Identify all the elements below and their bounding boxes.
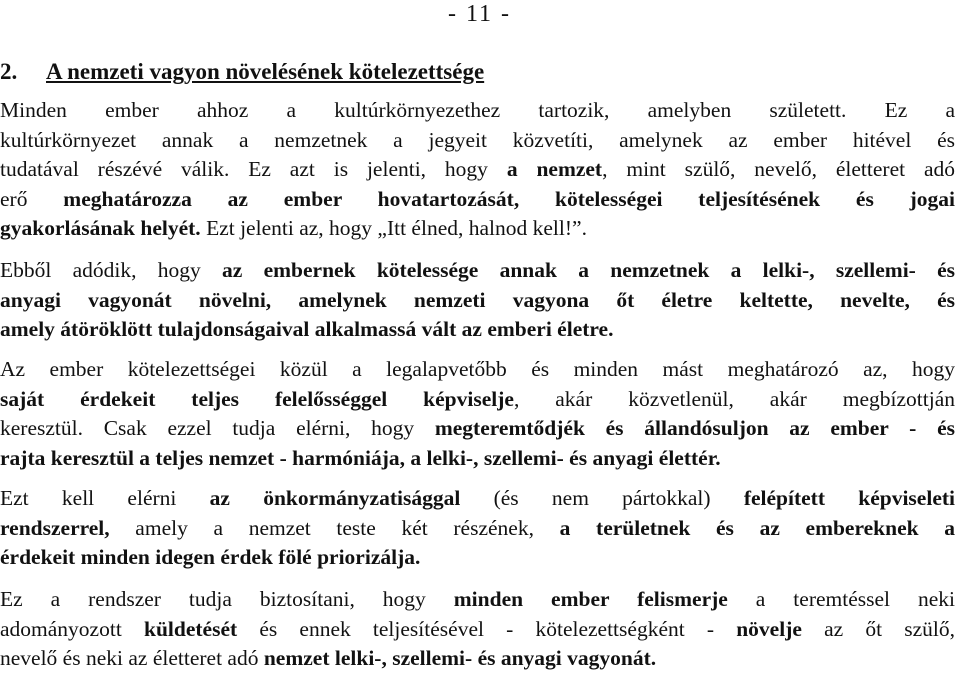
text-run: erő xyxy=(0,186,64,211)
text-run: keresztül. Csak ezzel tudja elérni, hogy xyxy=(0,416,435,440)
text-line xyxy=(0,214,955,244)
section-title: A nemzeti vagyon növelésének kötelezettsége xyxy=(46,59,485,84)
text-line xyxy=(0,126,955,156)
text-run: nevelő és neki az életteret adó xyxy=(0,646,264,670)
bold-run: rajta keresztül a teljes nemzet - harmóniája, a lelki-, szellemi- és anyagi élettér. xyxy=(0,445,721,470)
text-line xyxy=(0,96,955,126)
text-run: tudatával részévé válik. Ez azt is jelenti, hogy xyxy=(0,157,507,181)
bold-run: nemzet lelki-, szellemi- és anyagi vagyonát. xyxy=(263,646,657,670)
text-line xyxy=(0,615,955,645)
text-line xyxy=(0,644,955,674)
text-run: Ezt jelenti az, hogy „Itt élned, halnod kell!”. xyxy=(200,216,587,240)
text-line xyxy=(0,514,955,544)
paragraph-4 xyxy=(0,484,955,573)
bold-run: minden ember felismerje xyxy=(453,587,728,611)
paragraph-3 xyxy=(0,355,955,473)
text-run: Ez a rendszer tudja biztosítani, hogy xyxy=(0,587,454,611)
text-line xyxy=(0,484,955,514)
paragraph-5 xyxy=(0,585,955,674)
text-run: Az ember kötelezettségei közül a legalapvetőbb és minden mást meghatározó az, hogy xyxy=(0,357,955,381)
text-run: a teremtéssel neki xyxy=(727,587,955,611)
text-run: kultúrkörnyezet annak a nemzetnek a jegyeit közvetíti, amelynek az ember hitével és xyxy=(0,127,955,152)
section-number: 2. xyxy=(0,59,18,84)
bold-run: növelje xyxy=(736,616,802,641)
page-number: - 11 - xyxy=(447,1,512,27)
bold-run: meghatározza az ember hovatartozását, kötelességei teljesítésének és jogai xyxy=(63,186,956,211)
paragraph-1 xyxy=(0,96,955,244)
text-line xyxy=(0,444,955,474)
bold-run: küldetését xyxy=(143,616,238,641)
text-run: Ezt kell elérni xyxy=(0,486,210,510)
bold-run: érdekeit minden idegen érdek fölé priorizálja. xyxy=(0,545,421,569)
bold-run: gyakorlásának helyét. xyxy=(0,216,201,240)
text-run: , mint szülő, nevelő, életteret adó xyxy=(602,157,955,181)
text-line xyxy=(0,315,955,345)
text-line xyxy=(0,355,955,385)
section-heading xyxy=(0,58,484,86)
bold-run: rendszerrel, xyxy=(0,515,110,540)
text-line xyxy=(0,543,955,573)
bold-run: felépített képviseleti xyxy=(743,486,955,510)
text-line xyxy=(0,414,955,444)
bold-run: anyagi vagyonát növelni, amelynek nemzeti vagyona őt életre keltette, nevelte, és xyxy=(0,287,955,312)
bold-run: az embernek kötelessége annak a nemzetnek a lelki-, szellemi- és xyxy=(222,258,955,282)
text-line xyxy=(0,155,955,185)
text-run: Ebből adódik, hogy xyxy=(0,258,223,282)
text-run: és ennek teljesítésével - kötelezettségként - xyxy=(237,616,737,641)
bold-run: saját érdekeit teljes felelősséggel képviselje xyxy=(0,386,514,411)
text-line xyxy=(0,256,955,286)
bold-run: a területnek és az embereknek a xyxy=(559,515,955,540)
text-run: amely a nemzet teste két részének, xyxy=(109,515,560,540)
text-line xyxy=(0,286,955,316)
text-run: adományozott xyxy=(0,616,144,641)
text-line xyxy=(0,385,955,415)
bold-run: az önkormányzatisággal xyxy=(209,486,461,510)
text-run: Minden ember ahhoz a kultúrkörnyezethez tartozik, amelyben született. Ez a xyxy=(0,98,955,122)
text-line xyxy=(0,185,955,215)
text-run: (és nem pártokkal) xyxy=(460,486,744,510)
paragraph-2 xyxy=(0,256,955,345)
bold-run: amely átöröklött tulajdonságaival alkalmassá vált az emberi életre. xyxy=(0,317,614,341)
text-run: az őt szülő, xyxy=(801,616,955,641)
text-run: , akár közvetlenül, akár megbízottján xyxy=(513,386,955,411)
bold-run: megteremtődjék és állandósuljon az ember - és xyxy=(434,416,955,440)
text-line xyxy=(0,585,955,615)
bold-run: a nemzet xyxy=(506,157,603,181)
